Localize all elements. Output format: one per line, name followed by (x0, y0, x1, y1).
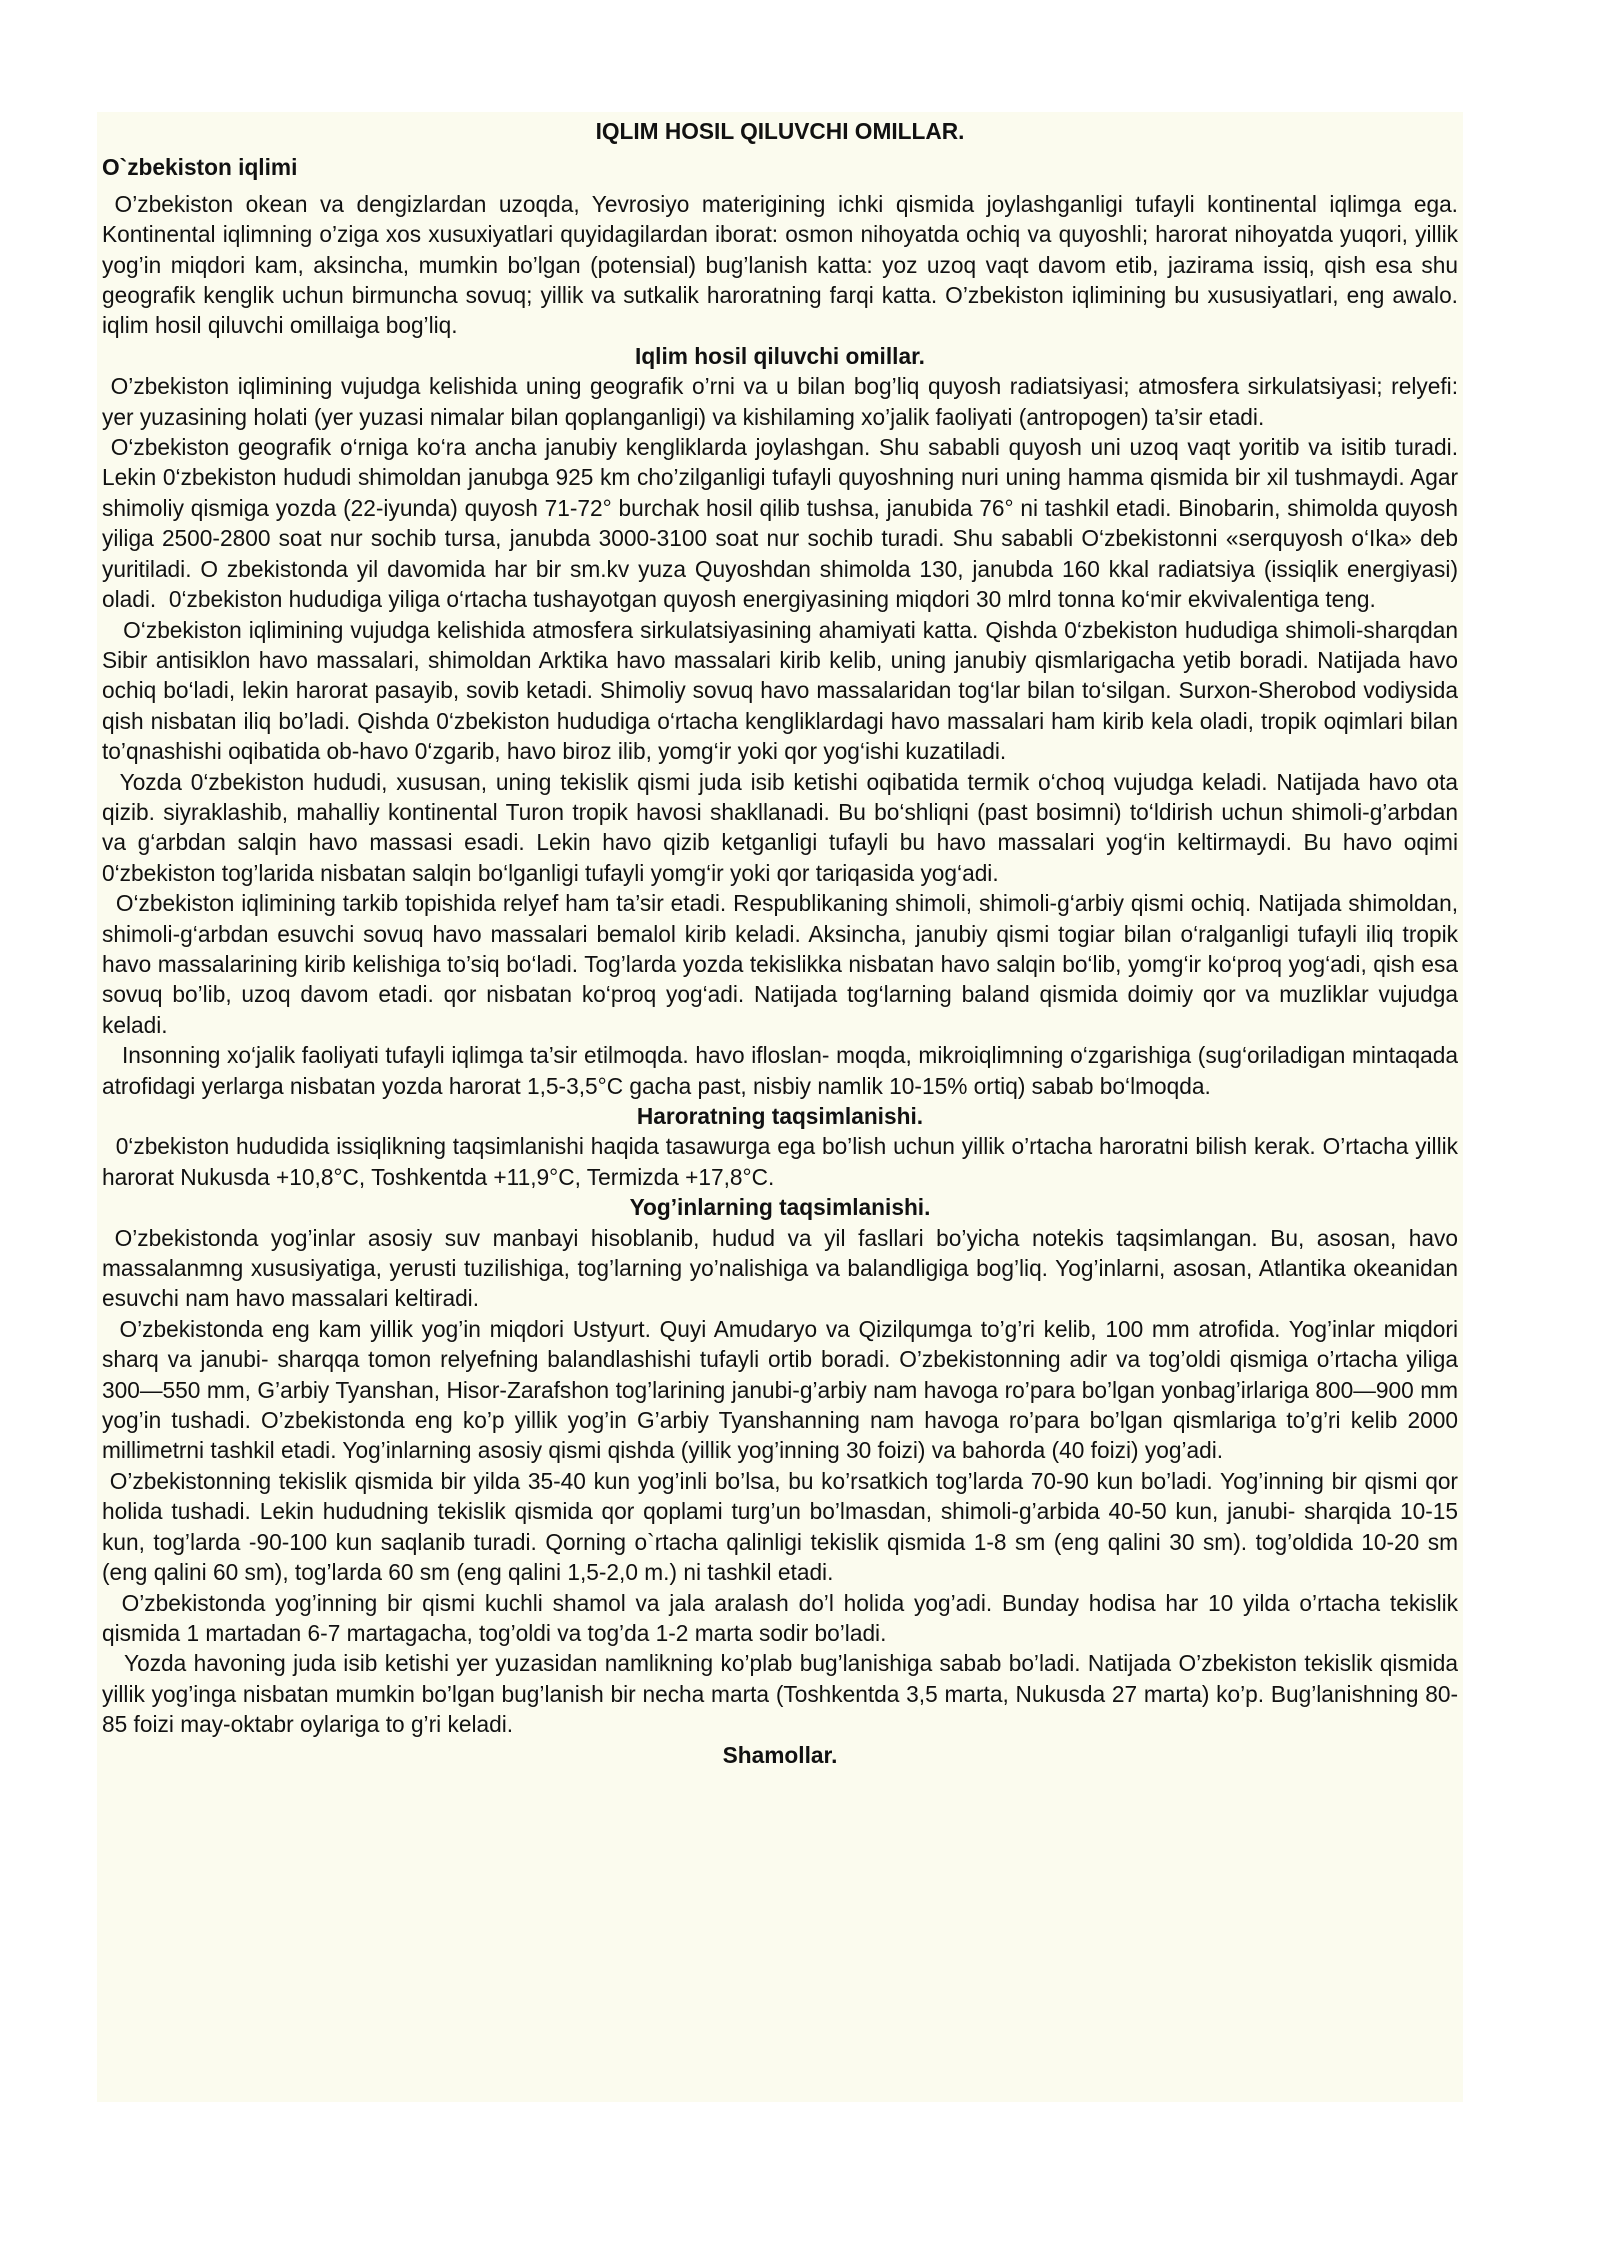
document-page (97, 112, 1463, 2102)
document-subtitle: O`zbekiston iqlimi (102, 154, 298, 181)
section-heading-factors: Iqlim hosil qiluvchi omillar. (635, 342, 925, 369)
paragraph: O’zbekistonda eng kam yillik yog’in miqdori Ustyurt. Quyi Amudaryo va Qizilqumga to’g’ri kelib, 100 mm atrofida. Yog’inlar miqdori sharq va janubi- sharqqa tomon relyefning balandlashishi tufayli ortib boradi. O’zbekistonning adir va tog’oldi qismiga o’rtacha yiliga 300—550 mm, G’arbiy Tyanshan, Hisor-Zarafshon tog’larining janubi-g’arbiy nam havoga ro’para bo’lgan yonbag’irlariga 800—900 mm yog’in tushadi. O’zbekistonda eng ko’p yillik yog’in G’arbiy Tyanshanning nam havoga ro’para bo’lgan qismlariga to’g’ri kelib 2000 millimetrni tashkil etadi. Yog’inlarning asosiy qismi qishda (yillik yog’inning 30 foizi) va bahorda (40 foizi) yog’adi. (102, 1315, 1465, 1464)
section-heading-precipitation: Yog’inlarning taqsimlanishi. (629, 1194, 931, 1221)
section-heading-winds: Shamollar. (722, 1741, 838, 1768)
paragraph: O’zbekistonning tekislik qismida bir yilda 35-40 kun yog’inli bo’lsa, bu ko’rsatkich tog’larda 70-90 kun bo’ladi. Yog’inning bir qismi qor holida tushadi. Lekin hududning tekislik qismida qor qoplami turg’un bo’lmasdan, shimoli-g’arbida 40-50 kun, janubi- sharqida 10-15 kun, tog’larda -90-100 kun saqlanib turadi. Qorning o`rtacha qalinligi tekislik qismida 1-8 sm (eng qalini 30 sm). tog’oldida 10-20 sm (eng qalini 60 sm), tog’larda 60 sm (eng qalini 1,5-2,0 m.) ni tashkil etadi. (102, 1467, 1465, 1586)
paragraph: O‘zbekiston geografik o‘rniga ko‘ra ancha janubiy kengliklarda joylashgan. Shu sababli quyosh uni uzoq vaqt yoritib va isitib turadi. Lekin 0‘zbekiston hududi shimoldan janubga 925 km cho’zilganligi tufayli quyoshning nuri uning hamma qismida bir xil tushmaydi. Agar shimoliy qismiga yozda (22-iyunda) quyosh 71-72° burchak hosil qilib tushsa, janubida 76° ni tashkil etadi. Binobarin, shimolda quyosh yiliga 2500-2800 soat nur sochib tursa, janubda 3000-3100 soat nur sochib turadi. Shu sababli O‘zbekistonni «serquyosh o‘Ika» deb yuritiladi. O zbekistonda yil davomida har bir sm.kv yuza Quyoshdan shimolda 130, janubda 160 kkal radiatsiya (issiqlik energiyasi) oladi. 0‘zbekiston hududiga yiliga o‘rtacha tushayotgan quyosh energiyasining miqdori 30 mlrd tonna ko‘mir ekvivalentiga teng. (102, 434, 1465, 613)
paragraph: Insonning xo‘jalik faoliyati tufayli iqlimga ta’sir etilmoqda. havo ifloslan- moqda, mikroiqlimning o‘zgarishiga (sug‘oriladigan mintaqada atrofidagi yerlarga nisbatan yozda harorat 1,5-3,5°C gacha past, nisbiy namlik 10-15% ortiq) sabab bo‘lmoqda. (102, 1042, 1465, 1099)
paragraph: 0‘zbekiston hududida issiqlikning taqsimlanishi haqida tasawurga ega bo’lish uchun yillik o’rtacha haroratni bilish kerak. O’rtacha yillik harorat Nukusda +10,8°C, Toshkentda +11,9°C, Termizda +17,8°C. (102, 1133, 1465, 1190)
paragraph: Yozda 0‘zbekiston hududi, xususan, uning tekislik qismi juda isib ketishi oqibatida termik o‘choq vujudga keladi. Natijada havo ota qizib. siyraklashib, mahalliy kontinental Turon tropik havosi shakllanadi. Bu bo‘shliqni (past bosimni) to‘ldirish uchun shimoli-g’arbdan va g‘arbdan salqin havo massasi esadi. Lekin havo qizib ketganligi tufayli bu havo massalari yog‘in keltirmaydi. Bu havo oqimi 0‘zbekiston tog’larida nisbatan salqin bo‘lganligi tufayli yomg‘ir yoki qor tariqasida yog‘adi. (102, 768, 1465, 886)
paragraph: Yozda havoning juda isib ketishi yer yuzasidan namlikning ko’plab bug’lanishiga sabab bo’ladi. Natijada O’zbekiston tekislik qismida yillik yog’inga nisbatan mumkin bo’lgan bug’lanish bir necha marta (Toshkentda 3,5 marta, Nukusda 27 marta) ko’p. Bug’lanishning 80-85 foizi may-oktabr oylariga to g’ri keladi. (102, 1650, 1465, 1738)
intro-paragraph: O’zbekiston okean va dengizlardan uzoqda, Yevrosiyo materigining ichki qismida joylashganligi tufayli kontinental iqlimga ega. Kontinental iqlimning o’ziga xos xusuxiyatlari quyidagilardan iborat: osmon nihoyatda ochiq va quyoshli; harorat nihoyatda yuqori, yillik yog’in miqdori kam, aksincha, mumkin bo’lgan (potensial) bug’lanish katta: yoz uzoq vaqt davom etib, jazirama issiq, qish esa shu geografik kenglik uchun birmuncha sovuq; yillik va sutkalik haroratning farqi katta. O’zbekiston iqlimining bu xususiyatlari, eng awalo. iqlim hosil qiluvchi omillaiga bog’liq. (102, 190, 1465, 339)
paragraph: O‘zbekiston iqlimining tarkib topishida relyef ham ta’sir etadi. Respublikaning shimoli, shimoli-g‘arbiy qismi ochiq. Natijada shimoldan, shimoli-g‘arbdan esuvchi sovuq havo massalari bemalol kirib keladi. Aksincha, janubiy qismi togiar bilan o‘ralganligi tufayli iliq tropik havo massalarining kirib kelishiga to’siq bo‘ladi. Tog’larda yozda tekislikka nisbatan havo salqin bo‘lib, yomg‘ir ko‘proq yog‘adi, qish esa sovuq bo’lib, uzoq davom etadi. qor nisbatan ko‘proq yog‘adi. Natijada tog‘larning baland qismida doimiy qor va muzliklar vujudga keladi. (102, 890, 1465, 1038)
paragraph: O’zbekistonda yog’inlar asosiy suv manbayi hisoblanib, hudud va yil fasllari bo’yicha notekis taqsimlangan. Bu, asosan, havo massalanmng xususiyatiga, yerusti tuzilishiga, tog’larning yo’nalishiga va balandligiga bog’liq. Yog’inlarni, asosan, Atlantika okeanidan esuvchi nam havo massalari keltiradi. (102, 1224, 1465, 1312)
section-heading-temperature: Haroratning taqsimlanishi. (636, 1103, 924, 1129)
paragraph: O‘zbekiston iqlimining vujudga kelishida atmosfera sirkulatsiyasining ahamiyati katta. Qishda 0‘zbekiston hududiga shimoli-sharqdan Sibir antisiklon havo massalari, shimoldan Arktika havo massalari kirib kelib, uning janubiy qismlarigacha yetib boradi. Natijada havo ochiq bo‘ladi, lekin harorat pasayib, sovib ketadi. Shimoliy sovuq havo massalaridan tog‘lar bilan to‘silgan. Surxon-Sherobod vodiysida qish nisbatan iliq bo’ladi. Qishda 0‘zbekiston hududiga o‘rtacha kengliklardagi havo massalari ham kirib kela oladi, tropik oqimlari bilan to’qnashishi oqibatida ob-havo 0‘zgarib, havo biroz ilib, yomg‘ir yoki qor yog‘ishi kuzatiladi. (102, 616, 1465, 765)
paragraph: O’zbekistonda yog’inning bir qismi kuchli shamol va jala aralash do’l holida yog’adi. Bunday hodisa har 10 yilda o’rtacha tekislik qismida 1 martadan 6-7 martagacha, tog’oldi va tog’da 1-2 marta sodir bo’ladi. (102, 1589, 1465, 1646)
document-title: IQLIM HOSIL QILUVCHI OMILLAR. (595, 118, 965, 144)
paragraph: O’zbekiston iqlimining vujudga kelishida uning geografik o’rni va u bilan bog’liq quyosh radiatsiyasi; atmosfera sirkulatsiyasi; relyefi: yer yuzasining holati (yer yuzasi nimalar bilan qoplanganligi) va kishilaming xo’jalik faoliyati (antropogen) ta’sir etadi. (102, 373, 1465, 430)
